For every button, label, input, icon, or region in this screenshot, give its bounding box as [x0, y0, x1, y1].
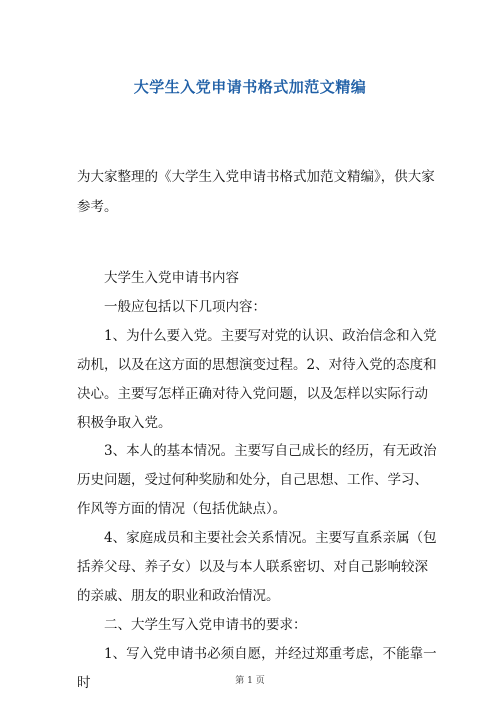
intro-paragraph: 为大家整理的《大学生入党申请书格式加范文精编》，供大家参考。	[77, 169, 435, 215]
body-paragraph: 1、写入党申请书必须自愿，并经过郑重考虑，不能靠一时	[77, 645, 437, 691]
body-paragraph: 大学生入党申请书内容	[104, 270, 239, 286]
body-paragraph: 二、大学生写入党申请书的要求：	[104, 616, 307, 633]
body-paragraph: 3、本人的基本情况。主要写自己成长的经历，有无政治历史问题，受过何种奖励和处分，自己思想、工作、学习、作风等方面的情况（包括优缺点）。	[77, 443, 437, 518]
document-body	[77, 264, 437, 698]
body-paragraph: 1、为什么要入党。主要写对党的认识、政治信念和入党动机，以及在这方面的思想演变过程。2、对待入党的态度和决心。主要写怎样正确对待入党问题，以及怎样以实际行动积极争取入党。	[77, 327, 437, 431]
document-title: 大学生入党申请书格式加范文精编	[133, 78, 367, 96]
body-paragraph: 一般应包括以下几项内容：	[104, 298, 266, 315]
page-number: 第 1 页	[235, 676, 265, 686]
body-paragraph: 4、家庭成员和主要社会关系情况。主要写直系亲属（包括养父母、养子女）以及与本人联系密切、对自己影响较深的亲戚、朋友的职业和政治情况。	[77, 530, 437, 604]
